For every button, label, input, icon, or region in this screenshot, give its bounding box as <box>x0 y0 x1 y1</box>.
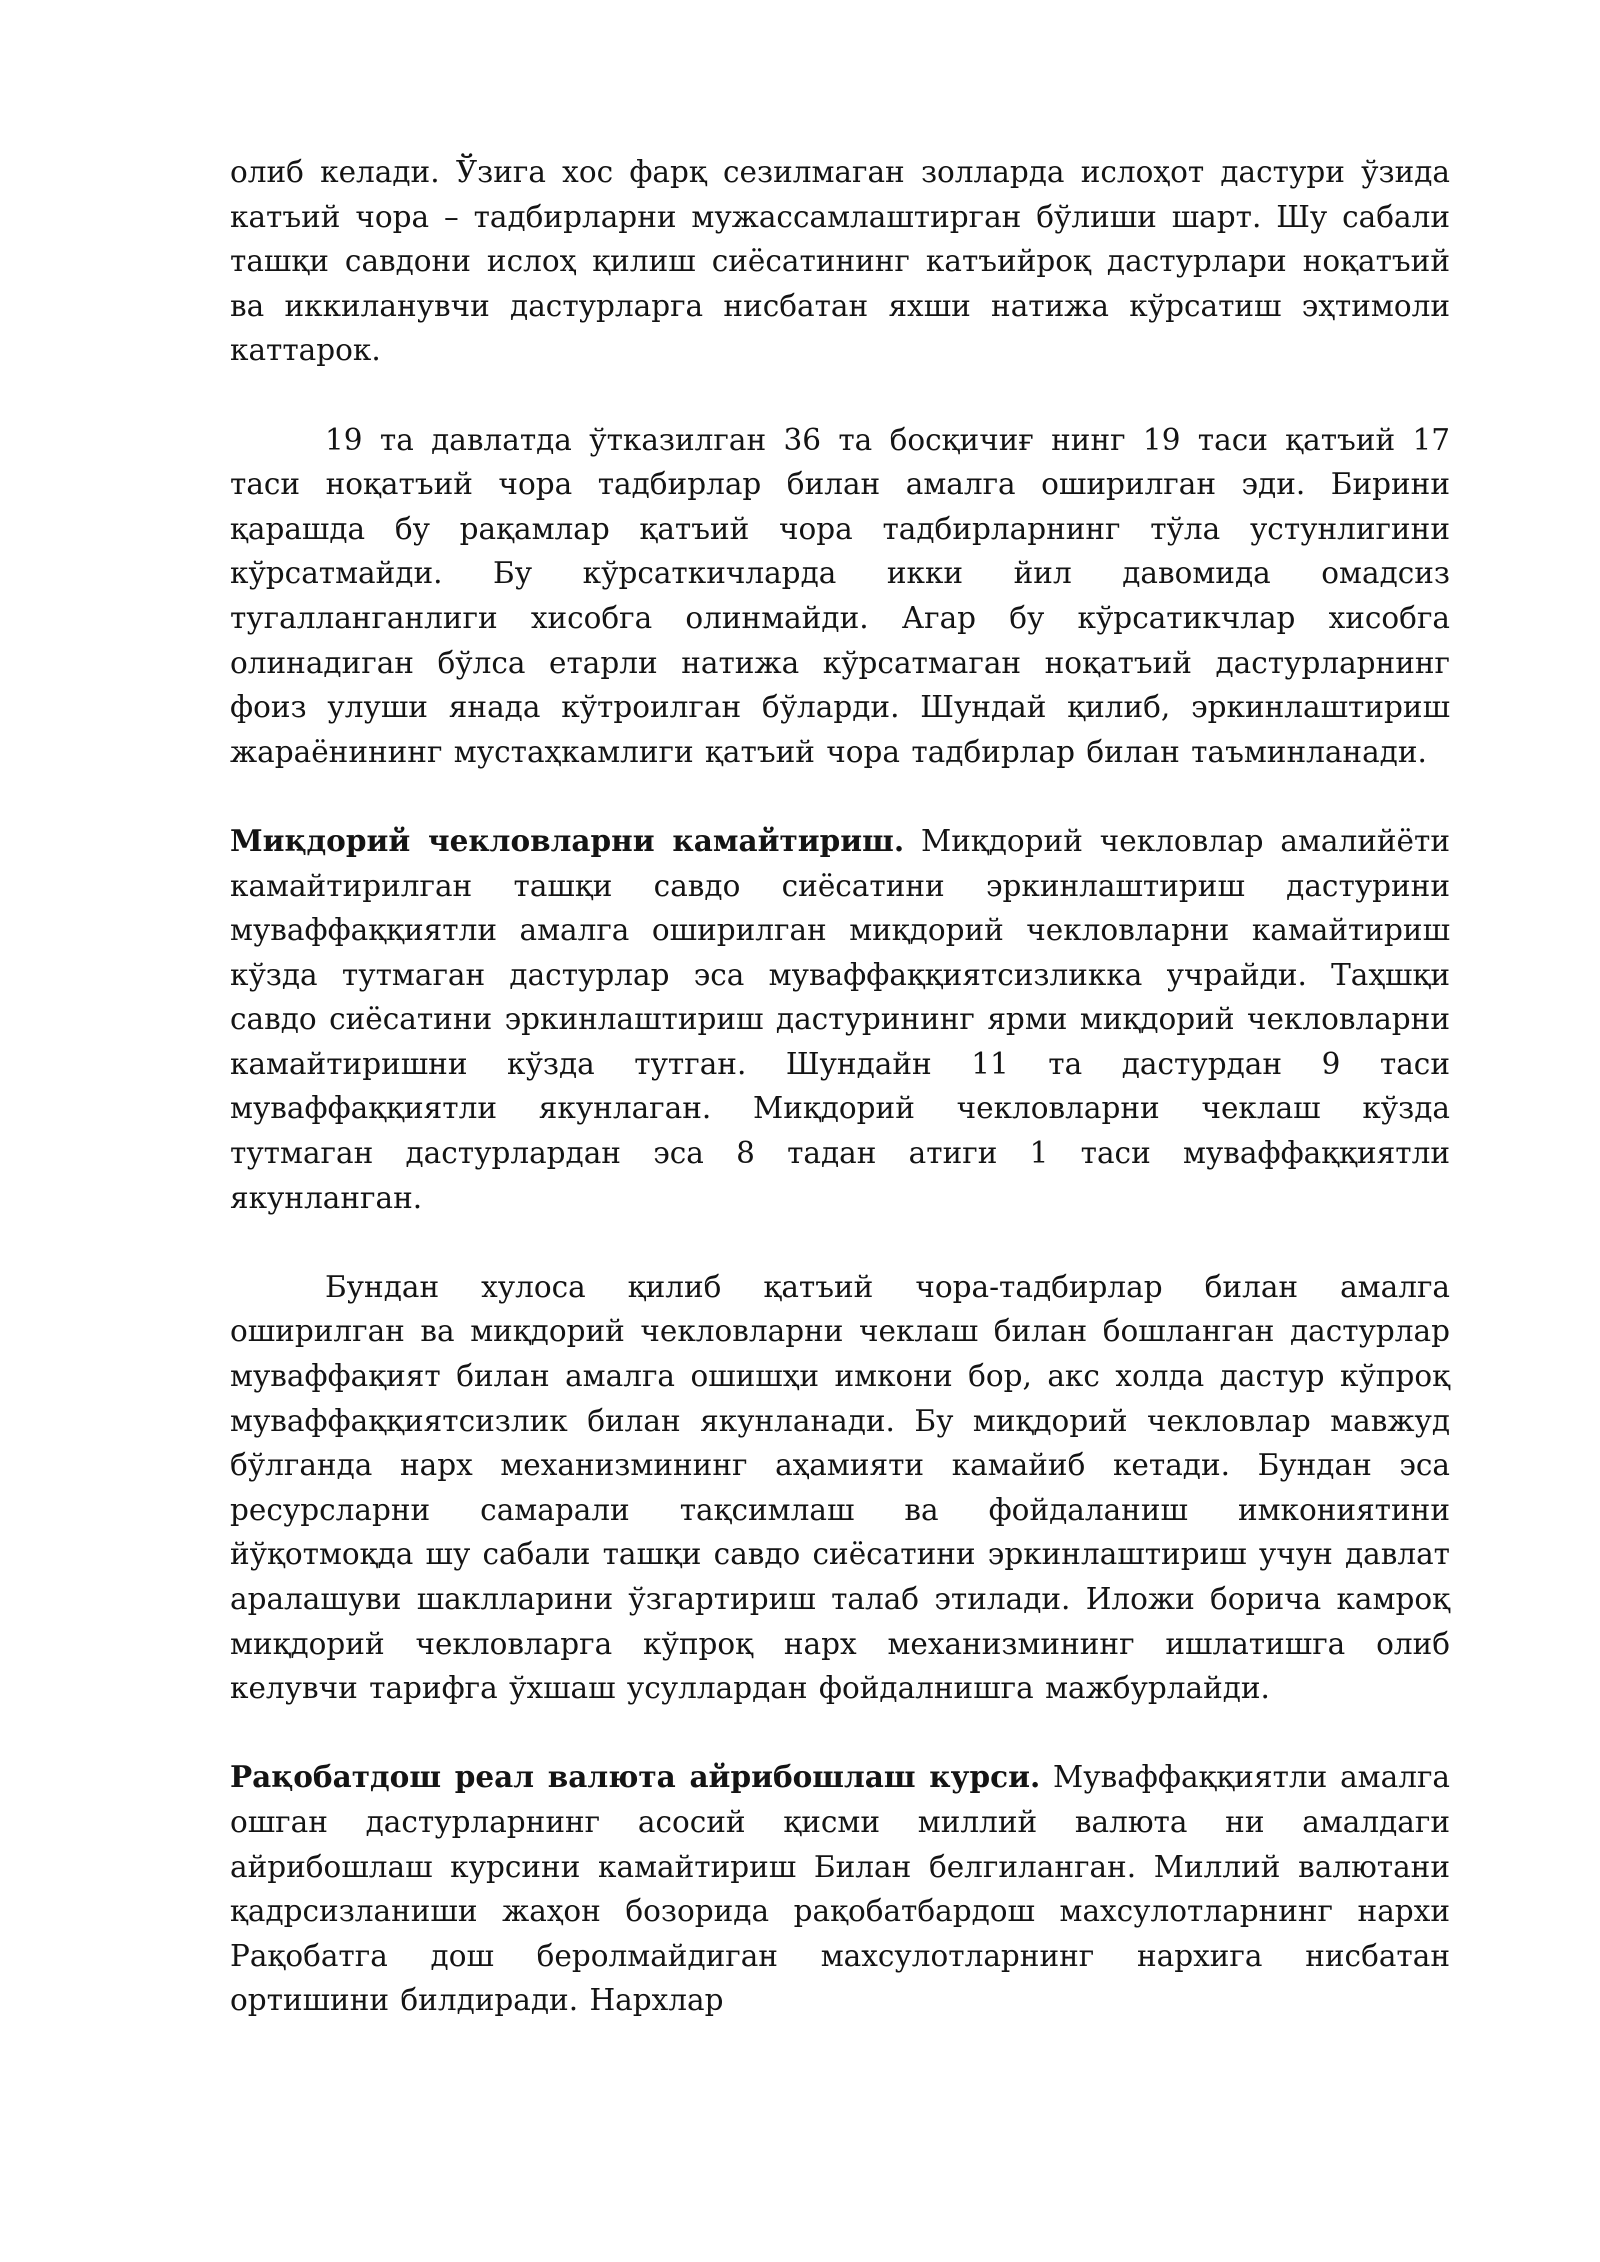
paragraph-text: Муваффаққиятли амалга ошган дастурларнинг асосий қисми миллий валюта ни амалдаги айрибошлаш курсини камайтириш Билан белгиланган. Миллий валютани қадрсизланиши жаҳон бозорида рақобатбардош махсулотларнинг нархи Рақобатга дош беролмайдиган махсулотларнинг нархига нисбатан ортишини билдиради. Нархлар <box>230 1760 1450 2018</box>
paragraph-4 <box>230 1265 1450 1711</box>
paragraph-text: олиб келади. Ўзига хос фарқ сезилмаган золларда ислоҳот дастури ўзида катъий чора – тадбирларни мужассамлаштирган бўлиши шарт. Шу сабали ташқи савдони ислоҳ қилиш сиёсатининг катъийроқ дастурлари ноқатъий ва иккиланувчи дастурларга нисбатан яхши натижа кўрсатиш эҳтимоли каттарок. <box>230 155 1450 368</box>
paragraph-text: Миқдорий чекловлар амалийёти камайтирилган ташқи савдо сиёсатини эркинлаштириш дастурини муваффаққиятли амалга оширилган миқдорий чекловларни камайтириш кўзда тутмаган дастурлар эса муваффаққиятсизликка учрайди. Таҳшқи савдо сиёсатини эркинлаштириш дастурининг ярми миқдорий чекловларни камайтиришни кўзда тутган. Шундайн 11 та дастурдан 9 таси муваффаққиятли якунлаган. Миқдорий чекловларни чеклаш кўзда тутмаган дастурлардан эса 8 тадан атиги 1 таси муваффаққиятли якунланган. <box>230 823 1450 1215</box>
section-heading: Миқдорий чекловларни камайтириш. <box>230 822 905 858</box>
document-page <box>230 150 1450 2023</box>
paragraph-1 <box>230 150 1450 373</box>
paragraph-2 <box>230 418 1450 775</box>
paragraph-5 <box>230 1755 1450 2023</box>
paragraph-text: Бундан хулоса қилиб қатъий чора-тадбирлар билан амалга оширилган ва миқдорий чекловларни чеклаш билан бошланган дастурлар муваффақият билан амалга ошишҳи имкони бор, акс холда дастур кўпроқ муваффаққиятсизлик билан якунланади. Бу миқдорий чекловлар мавжуд бўлганда нарх механизмининг аҳамияти камайиб кетади. Бундан эса ресурсларни самарали тақсимлаш ва фойдаланиш имкониятини йўқотмоқда шу сабали ташқи савдо сиёсатини эркинлаштириш учун давлат аралашуви шаклларини ўзгартириш талаб этилади. Иложи борича камроқ миқдорий чекловларга кўпроқ нарх механизмининг ишлатишга олиб келувчи тарифга ўхшаш усуллардан фойдалнишга мажбурлайди. <box>230 1269 1450 1706</box>
paragraph-text: 19 та давлатда ўтказилган 36 та босқичиғ нинг 19 таси қатъий 17 таси ноқатъий чора тадбирлар билан амалга оширилган эди. Бирини қарашда бу рақамлар қатъий чора тадбирларнинг тўла устунлигини кўрсатмайди. Бу кўрсаткичларда икки йил давомида омадсиз тугалланганлиги хисобга олинмайди. Агар бу кўрсатикчлар хисобга олинадиган бўлса етарли натижа кўрсатмаган ноқатъий дастурларнинг фоиз улуши янада кўтроилган бўларди. Шундай қилиб, эркинлаштириш жараёнининг мустаҳкамлиги қатъий чора тадбирлар билан таъминланади. <box>230 422 1450 769</box>
paragraph-3 <box>230 819 1450 1220</box>
section-heading: Рақобатдош реал валюта айрибошлаш курси. <box>230 1759 1041 1795</box>
